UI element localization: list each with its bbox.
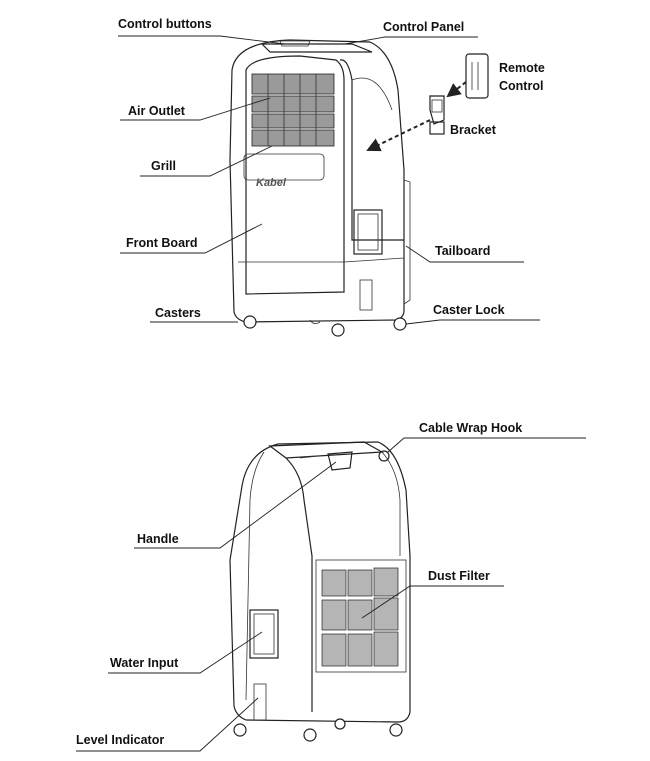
brand-logo: Kabel — [256, 177, 286, 189]
remote-control-drawing — [466, 54, 488, 98]
label-remote-control-line1: Remote — [499, 61, 545, 75]
label-dust-filter: Dust Filter — [428, 569, 490, 583]
label-level-indicator: Level Indicator — [76, 733, 165, 747]
label-cable-wrap-hook: Cable Wrap Hook — [419, 421, 523, 435]
label-water-input: Water Input — [110, 656, 179, 670]
label-grill: Grill — [151, 159, 177, 173]
label-caster-lock: Caster Lock — [433, 303, 505, 317]
label-tailboard: Tailboard — [435, 244, 491, 258]
label-bracket: Bracket — [450, 123, 496, 137]
label-casters: Casters — [155, 306, 201, 320]
dust-filter-grid — [316, 560, 406, 672]
bracket-drawing — [430, 96, 444, 134]
air-outlet-louvers — [252, 74, 334, 146]
label-control-panel: Control Panel — [383, 20, 465, 34]
label-front-board: Front Board — [126, 236, 198, 250]
back-view-cooler — [230, 442, 410, 741]
label-control-buttons: Control buttons — [118, 17, 212, 31]
label-remote-control-line2: Control — [499, 79, 544, 93]
label-air-outlet: Air Outlet — [128, 104, 185, 118]
label-handle: Handle — [137, 532, 179, 546]
